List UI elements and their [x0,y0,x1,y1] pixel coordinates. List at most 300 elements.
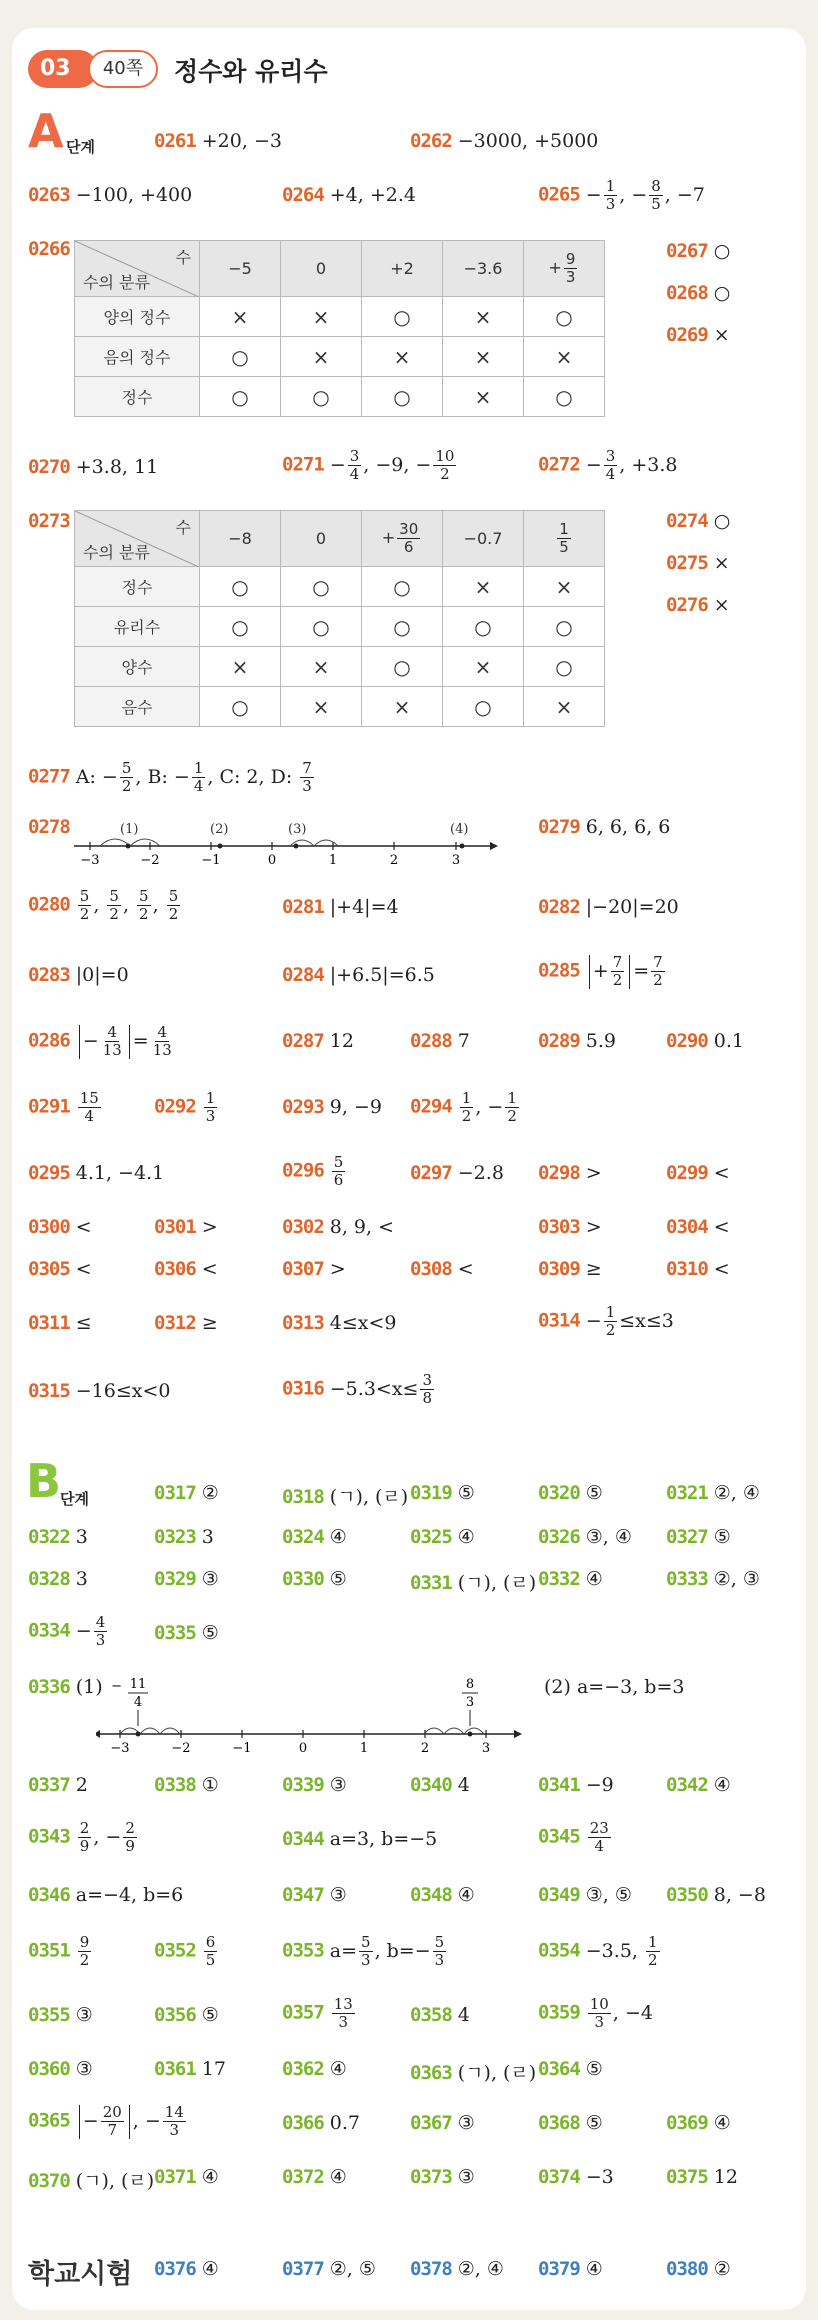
question-number: 0297 [410,1162,452,1184]
answer-value: − $\frac{4}{13}$ = $\frac{4}{13}$ [76,1030,176,1052]
tick-label: −2 [140,853,160,868]
question-number: 0342 [666,1774,708,1796]
answer-value: 2 [75,1774,88,1796]
table-cell-mark: × [443,337,524,377]
answer-value: 17 [201,2058,226,2080]
answer-value: + $\frac{7}{2}$ = $\frac{7}{2}$ [586,960,667,982]
level-b-letter: B [26,1454,62,1508]
question-number: 0265 [538,183,580,206]
question-number: 0329 [154,1568,196,1590]
answer-value: (ㄱ), (ㄹ) [457,1572,537,1594]
table-cell-mark: × [281,337,362,377]
section-badge [28,50,160,88]
question-number: 0261 [154,130,196,152]
table-cell-mark: × [524,687,605,727]
table-cell-mark: × [362,337,443,377]
answer-row [154,1934,219,1969]
question-number: 0372 [282,2166,324,2188]
question-number: 0359 [538,2001,580,2024]
answer-row [538,1216,602,1238]
question-number: 0318 [282,1486,324,1508]
answer-value: ② [201,1482,219,1504]
answer-row [282,1154,347,1189]
question-number: 0270 [28,456,70,478]
answer-row [28,964,129,986]
answer-row [666,1216,730,1238]
question-number: 0348 [410,1884,452,1906]
answer-row [538,1820,613,1855]
left-frac-n: 11 [129,1677,147,1692]
answer-row [410,1030,470,1052]
question-number: 0274 [666,510,708,532]
answer-row [410,1162,504,1184]
question-number: 0294 [410,1095,452,1118]
question-number: 0369 [666,2112,708,2134]
answer-row [282,1568,347,1590]
question-number: 0311 [28,1312,70,1334]
answer-row [282,2058,347,2080]
answer-value: ⑤ [713,1526,731,1548]
answer-row [410,1482,475,1504]
level-a-word: 단계 [66,138,95,156]
question-number: 0320 [538,1482,580,1504]
answer-value: ≤ [75,1312,92,1334]
answer-row [282,1884,347,1906]
answer-value: ⑤ [201,1622,219,1644]
answer-value: $\frac{5}{2}$ , $\frac{5}{2}$ , $\frac{5}{2}$ , $\frac{5}{2}$ [79,887,179,923]
answer-row [538,1934,662,1969]
answer-value: ○ [713,240,731,262]
page-ref: 40쪽 [88,50,158,88]
answer-value: ③ [329,1884,347,1906]
answer-value: −3000, +5000 [457,130,599,152]
answer-value: $\frac{10}{3}$ , −4 [589,1995,653,2031]
level-a-letter: A [28,104,64,158]
answer-row [410,130,598,152]
tick-label: 2 [389,853,399,868]
question-number: 0356 [154,2004,196,2026]
answer-row [28,510,70,532]
answer-value: 5.9 [585,1030,616,1052]
question-number: 0331 [410,1572,452,1594]
answer-value: − $\frac{1}{3}$ , − $\frac{8}{5}$ , −7 [585,177,705,213]
question-number: 0330 [282,1568,324,1590]
answer-value: ④ [329,2058,347,2080]
question-number: 0358 [410,2004,452,2026]
answer-value: 0.1 [713,1030,744,1052]
point-label-4: (4) [450,822,469,837]
answer-value: ⑤ [201,2004,219,2026]
answer-row [154,1258,218,1280]
answer-row [538,954,667,989]
question-number: 0353 [282,1939,324,1962]
answer-value: a= $\frac{5}{3}$ , b=− $\frac{5}{3}$ [329,1933,445,1969]
answer-value: |−20|=20 [585,896,679,918]
answer-row [282,1096,382,1118]
answer-value: ④ [585,1568,603,1590]
answer-value: 3 [201,1526,214,1548]
answer-value: < [75,1216,92,1238]
table-cell-mark: ○ [443,607,524,647]
answer-value: − $\frac{3}{4}$ , +3.8 [585,447,678,483]
tick-label: −3 [110,1741,130,1756]
answer-row [28,2104,188,2139]
question-number: 0306 [154,1258,196,1280]
answer-value: ④ [201,2258,219,2280]
answer-value: ③ [457,2166,475,2188]
answer-value: $\frac{13}{3}$ [333,1995,353,2031]
answer-row [538,2058,603,2080]
point-2 [218,844,223,849]
answer-row [28,2004,93,2026]
answer-row [154,2004,219,2026]
answer-row [410,2058,536,2085]
answer-row [538,178,705,213]
answer-value: − $\frac{3}{4}$ , −9, − $\frac{10}{2}$ [329,447,455,483]
question-number: 0268 [666,282,708,304]
question-number: 0338 [154,1774,196,1796]
question-number: 0323 [154,1526,196,1548]
table-cell-mark: × [281,297,362,337]
answer-row [28,1024,176,1059]
table-cell-mark: ○ [362,297,443,337]
question-number: 0362 [282,2058,324,2080]
answer-row [282,2166,347,2188]
answer-row [538,1568,603,1590]
question-number: 0264 [282,184,324,206]
question-number: 0308 [410,1258,452,1280]
tick-label: −1 [232,1741,252,1756]
answer-row [28,238,70,260]
answer-value: ③ [75,2058,93,2080]
table-cell-mark: ○ [200,607,281,647]
answer-row [28,1216,92,1238]
table-cell-mark: × [200,297,281,337]
question-number: 0376 [154,2258,196,2280]
question-number: 0364 [538,2058,580,2080]
table-cell-mark: × [524,337,605,377]
point-3 [294,844,299,849]
question-number: 0302 [282,1216,324,1238]
answer-row [666,1258,730,1280]
table-cell-mark: × [362,687,443,727]
answer-value: ④ [457,1526,475,1548]
tick-label: 3 [481,1741,491,1756]
table-cell-mark: × [443,567,524,607]
answer-value: 12 [329,1030,354,1052]
question-number: 0341 [538,1774,580,1796]
question-number: 0380 [666,2258,708,2280]
table-cell-mark: × [443,297,524,337]
question-number: 0316 [282,1377,324,1400]
answer-row [28,1526,88,1548]
table-cell-mark: ○ [200,567,281,607]
answer-value: ③ [329,1774,347,1796]
answer-row [538,1258,602,1280]
question-number: 0326 [538,1526,580,1548]
answer-value: ≥ [201,1312,218,1334]
table-cell-mark: × [443,377,524,417]
answer-row [282,1258,346,1280]
answer-value: × [713,552,730,574]
answer-row [28,1090,103,1125]
question-number: 0267 [666,240,708,262]
answer-value: $\frac{2}{9}$ , − $\frac{2}{9}$ [79,1819,135,1855]
question-number: 0375 [666,2166,708,2188]
answer-value: × [713,594,730,616]
question-number: 0357 [282,2001,324,2024]
question-number: 0343 [28,1825,70,1848]
question-number: 0262 [410,130,452,152]
answer-value: |0|=0 [75,964,129,986]
answer-row [538,816,670,838]
answer-row [666,324,730,346]
question-number: 0352 [154,1939,196,1962]
answer-value: < [713,1162,730,1184]
answer-value: (2) a=−3, b=3 [544,1676,685,1698]
question-number: 0301 [154,1216,196,1238]
answer-row [410,2004,470,2026]
answer-row [154,130,282,152]
answer-value: > [585,1162,602,1184]
answer-row [410,2258,504,2280]
answer-value: ②, ③ [713,1568,760,1590]
answer-row [282,1312,397,1334]
answer-row [28,1676,103,1698]
answer-row [538,1996,653,2031]
answer-row [28,2058,93,2080]
question-number: 0277 [28,765,70,788]
table-cell-mark: × [443,647,524,687]
answer-value: $\frac{5}{6}$ [333,1153,344,1189]
question-number: 0266 [28,238,70,260]
question-number: 0269 [666,324,708,346]
answer-value: ⑤ [457,1482,475,1504]
question-number: 0324 [282,1526,324,1548]
answer-row [666,1774,731,1796]
question-number: 0287 [282,1030,324,1052]
question-number: 0288 [410,1030,452,1052]
question-number: 0291 [28,1095,70,1118]
point-1 [126,844,131,849]
answer-value: $\frac{9}{2}$ [79,1933,90,1969]
answer-row [538,1676,684,1698]
answer-value: ②, ⑤ [329,2258,376,2280]
tick-label: 2 [420,1741,430,1756]
question-number: 0321 [666,1482,708,1504]
answer-row [410,2112,475,2134]
answer-row [154,1774,219,1796]
answer-row [154,1482,219,1504]
answer-value: ≥ [585,1258,602,1280]
point-label-1: (1) [120,822,139,837]
answer-row [666,2258,731,2280]
answer-value: 4 [457,2004,470,2026]
question-number: 0317 [154,1482,196,1504]
table-corner: 수 수의 분류 [75,511,200,567]
answer-row [666,1482,760,1504]
answer-row [666,2112,731,2134]
answer-row [282,2112,360,2134]
answer-value: −3.5, $\frac{1}{2}$ [585,1933,658,1969]
answer-row [666,1568,760,1590]
question-number: 0304 [666,1216,708,1238]
answer-value: +20, −3 [201,130,282,152]
question-number: 0290 [666,1030,708,1052]
answer-row [28,1380,171,1402]
answer-value: ⑤ [585,2112,603,2134]
question-number: 0361 [154,2058,196,2080]
answer-row [154,1622,219,1644]
question-number: 0293 [282,1096,324,1118]
answer-value: ② [713,2258,731,2280]
answer-value: < [457,1258,474,1280]
table-cell-mark: ○ [200,377,281,417]
answer-value: ②, ④ [457,2258,504,2280]
school-test-heading: 학교시험 [28,2259,133,2290]
question-number: 0355 [28,2004,70,2026]
question-number: 0350 [666,1884,708,1906]
answer-row [154,2258,219,2280]
question-number: 0328 [28,1568,70,1590]
table-cell-mark: ○ [443,687,524,727]
answer-value: 7 [457,1030,470,1052]
question-number: 0279 [538,816,580,838]
answer-value: |+6.5|=6.5 [329,964,435,986]
question-number: 0371 [154,2166,196,2188]
table-corner: 수 수의 분류 [75,241,200,297]
point-label-2: (2) [210,822,229,837]
answer-row [410,1568,536,1595]
table-cell-mark: ○ [362,567,443,607]
answer-row [666,2166,738,2188]
answer-value: 4.1, −4.1 [75,1162,165,1184]
answer-row [28,1614,109,1649]
question-number: 0345 [538,1825,580,1848]
answer-value: ⑤ [585,2058,603,2080]
table-cell-mark: × [281,687,362,727]
tick-label: −2 [171,1741,191,1756]
answer-value: (1) [75,1676,103,1698]
answer-row [666,594,730,616]
table-cell-mark: ○ [200,687,281,727]
answer-row [282,1934,448,1969]
classification-table-0266: 수 수의 분류 −5 0 +2 −3.6 + $\frac{9}{3}$ 양의 정수 × × ○ × ○ 음의 정수 ○ × × × × 정수 ○ ○ ○ × ○ [74,240,605,417]
table-cell-mark: ○ [524,607,605,647]
answer-row [410,1884,475,1906]
question-number: 0273 [28,510,70,532]
answer-value: < [201,1258,218,1280]
answer-value: ④ [201,2166,219,2188]
question-number: 0319 [410,1482,452,1504]
answer-row [282,964,435,986]
question-number: 0285 [538,959,580,982]
question-number: 0378 [410,2258,452,2280]
answer-value: 4 [457,1774,470,1796]
answer-value: ④ [457,1884,475,1906]
tick-label: −3 [80,853,100,868]
question-number: 0307 [282,1258,324,1280]
answer-row [154,1568,219,1590]
question-number: 0298 [538,1162,580,1184]
answer-value: +4, +2.4 [329,184,416,206]
question-number: 0272 [538,453,580,476]
question-number: 0322 [28,1526,70,1548]
tick-label: 1 [328,853,338,868]
section-title: 정수와 유리수 [174,57,328,86]
answer-row [28,1884,183,1906]
table-cell-mark: ○ [362,377,443,417]
question-number: 0310 [666,1258,708,1280]
answer-row [282,448,458,483]
answer-row [410,1526,475,1548]
answer-value: $\frac{23}{4}$ [589,1819,609,1855]
question-number: 0332 [538,1568,580,1590]
answer-value: ⑤ [585,1482,603,1504]
question-number: 0346 [28,1884,70,1906]
answer-value: ③ [457,2112,475,2134]
table-cell-mark: ○ [281,607,362,647]
answer-value: +3.8, 11 [75,456,159,478]
question-number: 0366 [282,2112,324,2134]
question-number: 0373 [410,2166,452,2188]
question-number: 0292 [154,1095,196,1118]
answer-value: 9, −9 [329,1096,382,1118]
answer-row [28,1568,88,1590]
answer-row [410,2166,475,2188]
answer-value: −2.8 [457,1162,504,1184]
question-number: 0333 [666,1568,708,1590]
answer-value: − $\frac{20}{7}$ , − $\frac{14}{3}$ [76,2110,188,2132]
question-number: 0367 [410,2112,452,2134]
question-number: 0337 [28,1774,70,1796]
answer-row [28,1774,88,1796]
question-number: 0296 [282,1159,324,1182]
answer-value: − $\frac{4}{3}$ [75,1613,106,1649]
answer-row [666,1526,731,1548]
answer-value: ④ [329,2166,347,2188]
answer-value: > [329,1258,346,1280]
answer-value: ④ [329,1526,347,1548]
answer-row [410,1258,474,1280]
question-number: 0314 [538,1309,580,1332]
answer-value: a=−4, b=6 [75,1884,184,1906]
answer-row [538,2112,603,2134]
answer-value: $\frac{15}{4}$ [79,1089,99,1125]
answer-value: 8, −8 [713,1884,766,1906]
answer-value: −3 [585,2166,614,2188]
answer-row [282,1526,347,1548]
answer-row [28,816,70,838]
answer-row [538,1526,632,1548]
answer-value: 6, 6, 6, 6 [585,816,671,838]
answer-row [154,1216,218,1238]
answer-value: |+4|=4 [329,896,399,918]
answer-row [538,1304,674,1339]
level-b-word: 단계 [60,1490,89,1508]
answer-row [154,1090,219,1125]
answer-value: $\frac{6}{5}$ [205,1933,216,1969]
answer-row [538,2166,614,2188]
answer-row [28,760,316,795]
question-number: 0282 [538,896,580,918]
answer-value: a=3, b=−5 [329,1828,438,1850]
left-sign: − [111,1679,122,1694]
question-number: 0374 [538,2166,580,2188]
question-number: 0327 [666,1526,708,1548]
answer-row [282,1372,436,1407]
answer-row [282,1216,394,1238]
